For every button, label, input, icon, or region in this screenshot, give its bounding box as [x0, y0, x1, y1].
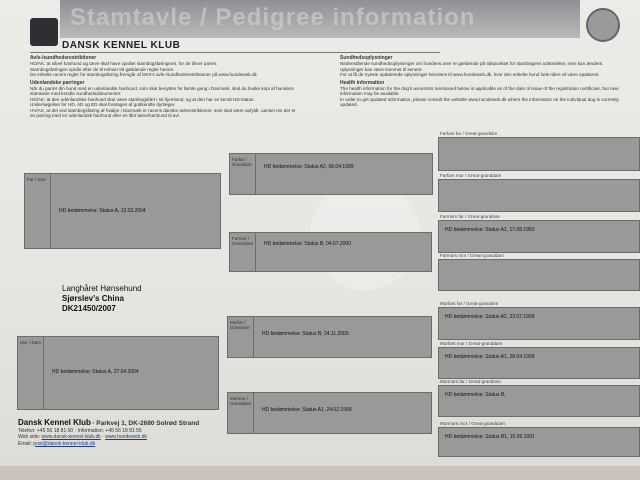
- great-grandparent-box: [438, 307, 640, 340]
- grandparent-tag: Mormor / Granddam: [228, 393, 254, 433]
- section-heading: Avls-/sundhedsrestriktioner: [30, 55, 97, 61]
- restrictions-section: [30, 56, 300, 118]
- parent-tag: Far / Sire: [25, 174, 51, 248]
- section-line: Nedenstående sundhedsoplysninger om hundens aner er gældende på tidspunktet for stambogens udstedelse, men kan ændres.: [340, 61, 604, 67]
- section-line: In order to get updated information, please consult the website www.hundeweb.dk where the information on the individual dog is currently updated.: [340, 96, 619, 108]
- section-line: HD/AK: at såvel hanhund og tæve skal have opnået stambogsføringsret, for de bliver parret.: [30, 61, 218, 67]
- grandparent-box: [229, 153, 433, 195]
- section-line: Stambogsføringen opnås efter de til enhver tid gældende regler herom.: [30, 66, 175, 72]
- great-grandparent-tag: Farfars mor / Great-granddam: [440, 173, 502, 178]
- great-grandparent-tag: Mormors far / Great-grandsire: [440, 379, 501, 384]
- great-grandparent-tag: Farmors far / Great-grandsire: [440, 214, 500, 219]
- grandparent-tag: Morfar / Grandsire: [228, 317, 254, 357]
- footer: Dansk Kennel Klub · Parkvej 1, DK-2680 Solrød Strand Telefon: +45 56 18 81 00 · Information: +45 56 18 81 55 Web side: www.dansk-kennel-klub.dk · www.hundeweb.dk Email: post@dansk-kennel-klub.dk: [18, 418, 200, 447]
- footer-email-link[interactable]: post@dansk-kennel-klub.dk: [33, 440, 96, 447]
- dkk-logo-icon: [30, 18, 58, 46]
- grandparent-tag: Farfar / Grandsire: [230, 154, 256, 194]
- section-heading: Sundhedsoplysninger: [340, 55, 393, 61]
- parent-tag: Mor / Dam: [18, 337, 44, 409]
- great-grandparent-tag: Farmors mor / Great-granddam: [440, 253, 504, 258]
- section-line: Undersøgelser for HD, AD og ED skal foretages af godkendte dyrlæger.: [30, 102, 176, 108]
- parent-box-sire: [24, 173, 221, 249]
- hd-status: HD bedømmelse: Status A1, 24.02.1999: [262, 407, 352, 413]
- great-grandparent-box: [438, 220, 640, 253]
- great-grandparent-tag: Morfars far / Great-grandsire: [440, 301, 499, 306]
- dog-breed: Langhåret Hønsehund: [62, 284, 142, 293]
- section-line: oplysninger kan være kommet til senere.: [340, 66, 423, 72]
- hd-status: HD bedømmelse: Status B, 24.11.2000: [262, 331, 349, 337]
- great-grandparent-tag: Farfars far / Great-grandsire: [440, 131, 498, 136]
- footer-phone: Telefon: +45 56 18 81 00 · Information: +45 56 18 81 55: [18, 427, 142, 434]
- footer-email-label: Email:: [18, 440, 32, 447]
- brand-divider: [30, 52, 440, 53]
- great-grandparent-box: [438, 179, 640, 212]
- great-grandparent-box: [438, 347, 640, 379]
- footer-org: Dansk Kennel Klub: [18, 418, 91, 427]
- health-section: [340, 56, 635, 108]
- dog-reg-number: DK21450/2007: [62, 304, 116, 313]
- footer-web-link-dkk[interactable]: www.dansk-kennel-klub.dk: [41, 434, 101, 440]
- grandparent-box: [227, 316, 432, 358]
- hd-status: HD bedømmelse: Status A2, 23.07.1999: [445, 314, 535, 320]
- fci-seal-icon: [586, 8, 620, 42]
- section-line: For at få de nyeste opdaterede oplysninger henvises til www.hundeweb.dk, hvor den enkelte hund hele tiden vil være opdateret.: [340, 72, 600, 78]
- great-grandparent-tag: Mormors mor / Great-granddam: [440, 421, 505, 426]
- hd-status: HD bedømmelse: Status A1, 28.04.1999: [445, 354, 535, 360]
- hd-status: HD bedømmelse: Status A, 12.03.2004: [59, 208, 146, 214]
- dog-info: [62, 284, 142, 314]
- great-grandparent-box: [438, 385, 640, 417]
- brand-title: DANSK KENNEL KLUB: [62, 40, 181, 51]
- footer-address: · Parkvej 1, DK-2680 Solrød Strand: [92, 420, 200, 427]
- footer-web-link-hundeweb[interactable]: www.hundeweb.dk: [105, 434, 147, 440]
- parent-box-dam: [17, 336, 219, 410]
- great-grandparent-box: [438, 137, 640, 171]
- section-line: HD/AK: at den udenlandske hanhund skal være stambogsført i sit hjemland, og at den har en kendt HD-status.: [30, 96, 255, 102]
- hd-status: HD bedømmelse: Status A1, 17.08.1993: [445, 227, 535, 233]
- grandparent-box: [229, 232, 432, 272]
- hd-status: HD bedømmelse: Status B, 04.07.2000: [264, 241, 351, 247]
- great-grandparent-box: [438, 259, 640, 291]
- hd-status: HD bedømmelse: Status B,: [445, 392, 506, 398]
- hd-status: HD bedømmelse: Status A2, 06.04.1999: [264, 164, 354, 170]
- section-heading: Udenlandske parringer: [30, 79, 85, 86]
- section-line: Når du parrer din hund med en udenlandsk hanhund, som skal benyttes for første gang i Danmark, skal du huske kopi af hundens stamtavle med kendte sundhedsdokumenter.: [30, 86, 294, 97]
- section-heading: Health information: [340, 79, 385, 86]
- grandparent-box: [227, 392, 432, 434]
- hd-status: HD bedømmelse: Status B1, 15.05.1991: [445, 434, 535, 440]
- header-band-text: Stamtavle / Pedigree information: [70, 4, 476, 31]
- great-grandparent-tag: Morfars mor / Great-granddam: [440, 341, 503, 346]
- section-line: De enkelte racers regler for stambogsføring fremgår af DKK's avls-/sundhedsrestriktioner på www.hundeweb.dk: [30, 72, 257, 78]
- footer-web-label: Web side:: [18, 434, 41, 440]
- section-line: The health information for the dog's ancestors mentioned below is applicable as of the date of issue of the registration certificate, but new information may be available.: [340, 86, 619, 97]
- hd-status: HD bedømmelse: Status A, 27.04.2004: [52, 369, 139, 375]
- grandparent-tag: Farmor / Granddam: [230, 233, 256, 271]
- background-table-edge: [0, 466, 640, 480]
- section-line: HV/AK, at det ved stambogsføring af hvalpe i Danmark er racens danske avlsrestriktioner, som skal være opfyldt, uanset om der er en parring med en udenlandsk hanhund eller en lånt tæve/hanhund til avl.: [30, 107, 296, 119]
- dog-name: Sjørslev's China: [62, 294, 124, 303]
- great-grandparent-box: [438, 427, 640, 457]
